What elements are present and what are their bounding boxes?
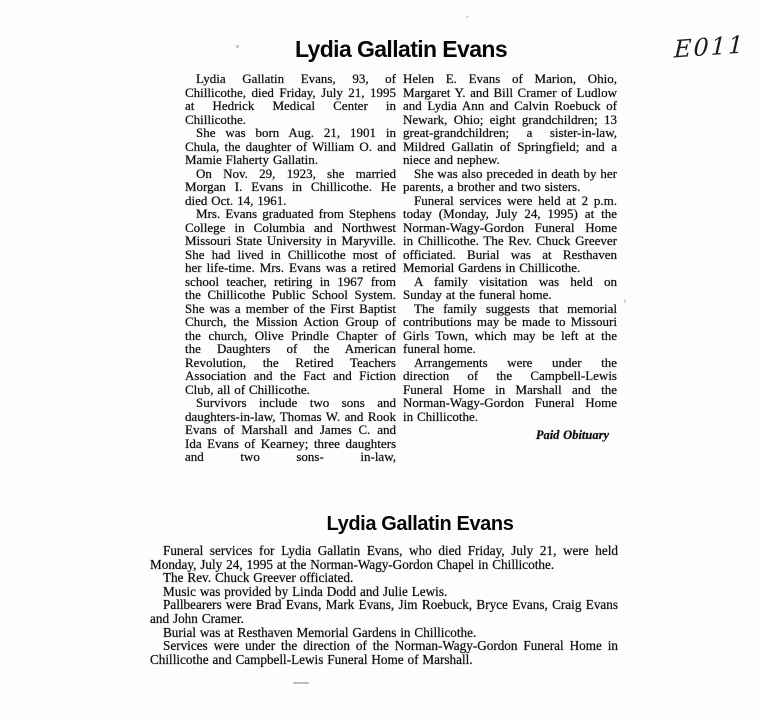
obituary-columns <box>185 72 617 464</box>
funeral-notice-paragraph-officiant: The Rev. Chuck Greever officiated. <box>163 570 354 586</box>
obituary-paragraph-birth: She was born Aug. 21, 1901 in Chula, the daughter of William O. and Mamie Flaherty Gallatin. <box>185 125 396 167</box>
funeral-notice-headline: Lydia Gallatin Evans <box>326 513 514 535</box>
scan-speck-dash <box>293 682 309 684</box>
funeral-notice-paragraph-services: Funeral services for Lydia Gallatin Evans, who died Friday, July 21, were held Monday, July 24, 1995 at the Norman-Wagy-Gordon Chapel in Chillicothe. <box>150 543 618 572</box>
funeral-notice-paragraph-music: Music was provided by Linda Dodd and Julie Lewis. <box>163 583 448 599</box>
obituary-paragraph-survivors-continued: Helen E. Evans of Marion, Ohio, Margaret Y. and Bill Cramer of Ludlow and Lydia Ann and Calvin Roebuck of Newark, Ohio; eight grandchildren; 13 great-grandchildren; a sister-in-law, Mildred Gallatin of Springfield; and a niece and nephew. <box>403 71 617 167</box>
obituary-paragraph-intro: Lydia Gallatin Evans, 93, of Chillicothe, died Friday, July 21, 1995 at Hedrick Medical Center in Chillicothe. <box>185 71 396 127</box>
obituary-paragraph-services: Funeral services were held at 2 p.m. today (Monday, July 24, 1995) at the Norman-Wagy-Gordon Funeral Home in Chillicothe. The Rev. Chuck Greever officiated. Burial was at Resthaven Memorial Gardens in Chillicothe. <box>403 192 617 275</box>
obituary-paragraph-preceded: She was also preceded in death by her parents, a brother and two sisters. <box>403 165 617 194</box>
obituary-paragraph-memorials: The family suggests that memorial contributions may be made to Missouri Girls Town, which may be left at the funeral home. <box>403 300 617 356</box>
obituary-paragraph-visitation: A family visitation was held on Sunday at the funeral home. <box>403 273 617 302</box>
scan-speck-dot <box>236 45 239 48</box>
obituary-headline: Lydia Gallatin Evans <box>294 36 508 62</box>
funeral-notice-paragraph-direction: Services were under the direction of the Norman-Wagy-Gordon Funeral Home in Chillicothe and Campbell-Lewis Funeral Home of Marshall. <box>150 638 618 667</box>
obituary-left-column <box>185 72 396 464</box>
obituary-paragraph-arrangements: Arrangements were under the direction of the Campbell-Lewis Funeral Home in Marshall and the Norman-Wagy-Gordon Funeral Home in Chillicothe. <box>403 354 617 424</box>
funeral-notice-paragraph-pallbearers: Pallbearers were Brad Evans, Mark Evans, Jim Roebuck, Bryce Evans, Craig Evans and John Cramer. <box>150 597 618 626</box>
funeral-notice-body <box>150 544 618 666</box>
paid-obituary-byline: Paid Obituary <box>535 428 609 442</box>
obituary-paragraph-survivors: Survivors include two sons and daughters-in-law, Thomas W. and Rook Evans of Marshall and James C. and Ida Evans of Kearney; three daughters and two sons- in-law, <box>185 395 396 464</box>
obituary-paragraph-marriage: On Nov. 29, 1923, she married Morgan I. Evans in Chillicothe. He died Oct. 14, 1961. <box>185 165 396 208</box>
handwritten-code: E011 <box>673 30 746 64</box>
obituary-right-column <box>403 72 617 464</box>
funeral-notice-paragraph-burial: Burial was at Resthaven Memorial Gardens in Chillicothe. <box>163 624 477 640</box>
scan-speck-dot <box>624 299 626 303</box>
scan-speck-dot <box>466 16 469 18</box>
obituary-paragraph-biography: Mrs. Evans graduated from Stephens College in Columbia and Northwest Missouri State University in Maryville. She had lived in Chillicothe most of her life-time. Mrs. Evans was a retired school teacher, retiring in 1967 from the Chillicothe Public School System. She was a member of the First Baptist Church, the Mission Action Group of the church, Olive Prindle Chapter of the Daughters of the American Revolution, the Retired Teachers Association and the Fact and Fiction Club, all of Chillicothe. <box>185 206 396 397</box>
